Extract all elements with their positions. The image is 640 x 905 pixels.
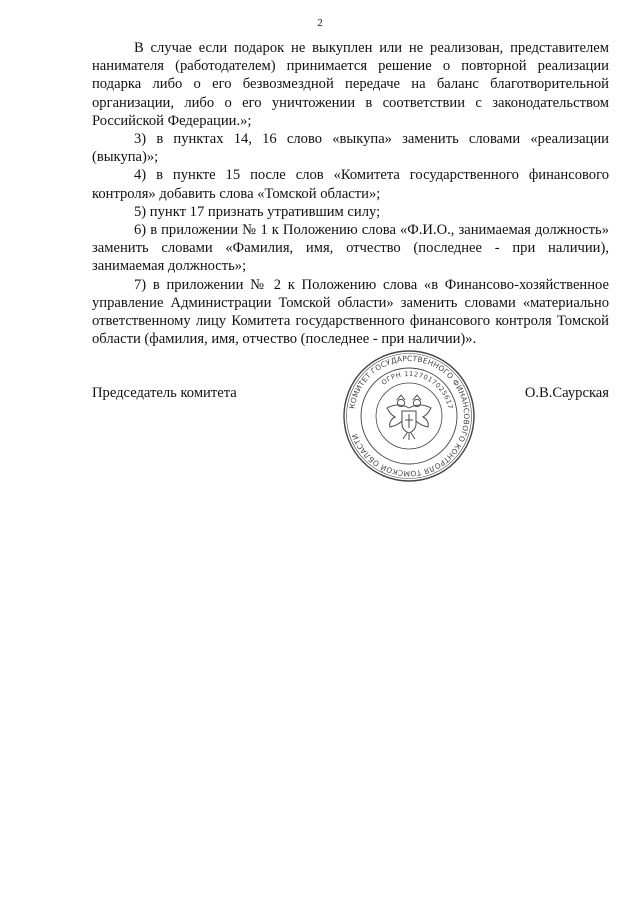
- seal-inner-text: ОГРН 1127017025617: [379, 369, 455, 411]
- paragraph-item-6: 6) в приложении № 1 к Положению слова «Ф.И.О., занимаемая должность» заменить словами «Фамилия, имя, отчество (последнее - при наличии), занимаемая должность»;: [92, 222, 609, 275]
- paragraph-item-3: 3) в пунктах 14, 16 слово «выкупа» заменить словами «реализации (выкупа)»;: [92, 131, 609, 166]
- paragraph-gift-decision: В случае если подарок не выкуплен или не реализован, представителем нанимателя (работодателем) принимается решение о повторной реализации подарка либо о его безвозмездной передаче на баланс благотворительной организации, либо о его уничтожении в соответствии с законодательством Российской Федерации.»;: [92, 40, 609, 129]
- official-seal: [341, 348, 477, 484]
- seal-outer-text: КОМИТЕТ ГОСУДАРСТВЕННОГО ФИНАНСОВОГО КОНТРОЛЯ ТОМСКОЙ ОБЛАСТИ: [347, 353, 472, 479]
- paragraph-item-5: 5) пункт 17 признать утратившим силу;: [134, 203, 381, 220]
- signature-name: О.В.Саурская: [524, 385, 609, 401]
- page-number: 2: [317, 17, 323, 29]
- paragraph-item-4: 4) в пункте 15 после слов «Комитета государственного финансового контроля» добавить слова «Томской области»;: [92, 167, 609, 202]
- paragraph-item-7: 7) в приложении № 2 к Положению слова «в Финансово-хозяйственное управление Администрации Томской области» заменить словами «материально ответственному лицу Комитета государственного финансового контроля Томской области (фамилия, имя, отчество (последнее - при наличии)».: [92, 276, 609, 348]
- document-body: [92, 39, 609, 348]
- double-headed-eagle-emblem: [387, 395, 431, 440]
- signature-title: Председатель комитета: [92, 385, 237, 401]
